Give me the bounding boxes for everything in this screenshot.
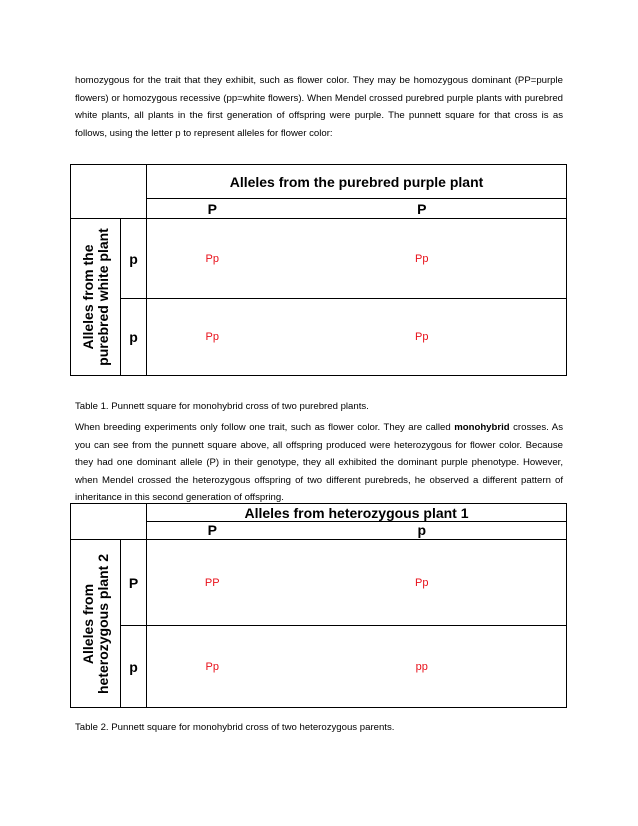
table2-corner <box>71 504 147 540</box>
table1-row-allele: p <box>121 299 147 376</box>
middle-paragraph-text: crosses. As you can see from the punnett square above, all offspring produced were heterozygous for flower color. Because they had one dominant allele (P) in their genotype, they all exhibited the dominant purple phenotype. However, when Mendel crossed the heterozygous offspring of two different purebreds, he observed a different pattern of inheritance in this second generation of offspring. <box>75 422 563 504</box>
table1-row-header-text: Alleles from the purebred white plant <box>79 228 111 366</box>
table2-col-allele: P <box>147 522 278 540</box>
table1-offspring-cell: Pp <box>278 299 567 376</box>
table2-offspring-cell: Pp <box>147 626 278 708</box>
table2-row-header-text: Alleles from heterozygous plant 2 <box>79 553 111 694</box>
table2-col-header: Alleles from heterozygous plant 1 <box>147 504 567 522</box>
table1-caption: Table 1. Punnett square for monohybrid cross of two purebred plants. <box>75 401 369 412</box>
table1-row-header <box>71 219 121 376</box>
table2-offspring-cell: PP <box>147 540 278 626</box>
table1-offspring-cell: Pp <box>147 219 278 299</box>
table1-offspring-cell: Pp <box>147 299 278 376</box>
table2-row-allele: p <box>121 626 147 708</box>
table1-col-allele: P <box>147 199 278 219</box>
table2-row-header <box>71 540 121 708</box>
intro-paragraph: homozygous for the trait that they exhibit, such as flower color. They may be homozygous dominant (PP=purple flowers) or homozygous recessive (pp=white flowers). When Mendel crossed purebred purple plants with purebred white plants, all plants in the first generation of offspring were purple. The punnett square for that cross is as follows, using the letter p to represent alleles for flower color: <box>75 75 563 139</box>
monohybrid-term: monohybrid <box>454 422 510 433</box>
middle-paragraph <box>75 419 563 507</box>
table2-offspring-cell: Pp <box>278 540 567 626</box>
punnett-table-2 <box>70 503 567 708</box>
middle-paragraph-text: When breeding experiments only follow one trait, such as flower color. They are called <box>75 422 455 433</box>
table1-offspring-cell: Pp <box>278 219 567 299</box>
table1-corner <box>71 165 147 219</box>
table1-row-allele: p <box>121 219 147 299</box>
table2-caption: Table 2. Punnett square for monohybrid cross of two heterozygous parents. <box>75 722 395 733</box>
table2-col-allele: p <box>278 522 567 540</box>
table1-col-allele: P <box>278 199 567 219</box>
table2-row-allele: P <box>121 540 147 626</box>
table1-col-header: Alleles from the purebred purple plant <box>147 165 567 199</box>
table2-offspring-cell: pp <box>278 626 567 708</box>
punnett-table-1 <box>70 164 567 376</box>
